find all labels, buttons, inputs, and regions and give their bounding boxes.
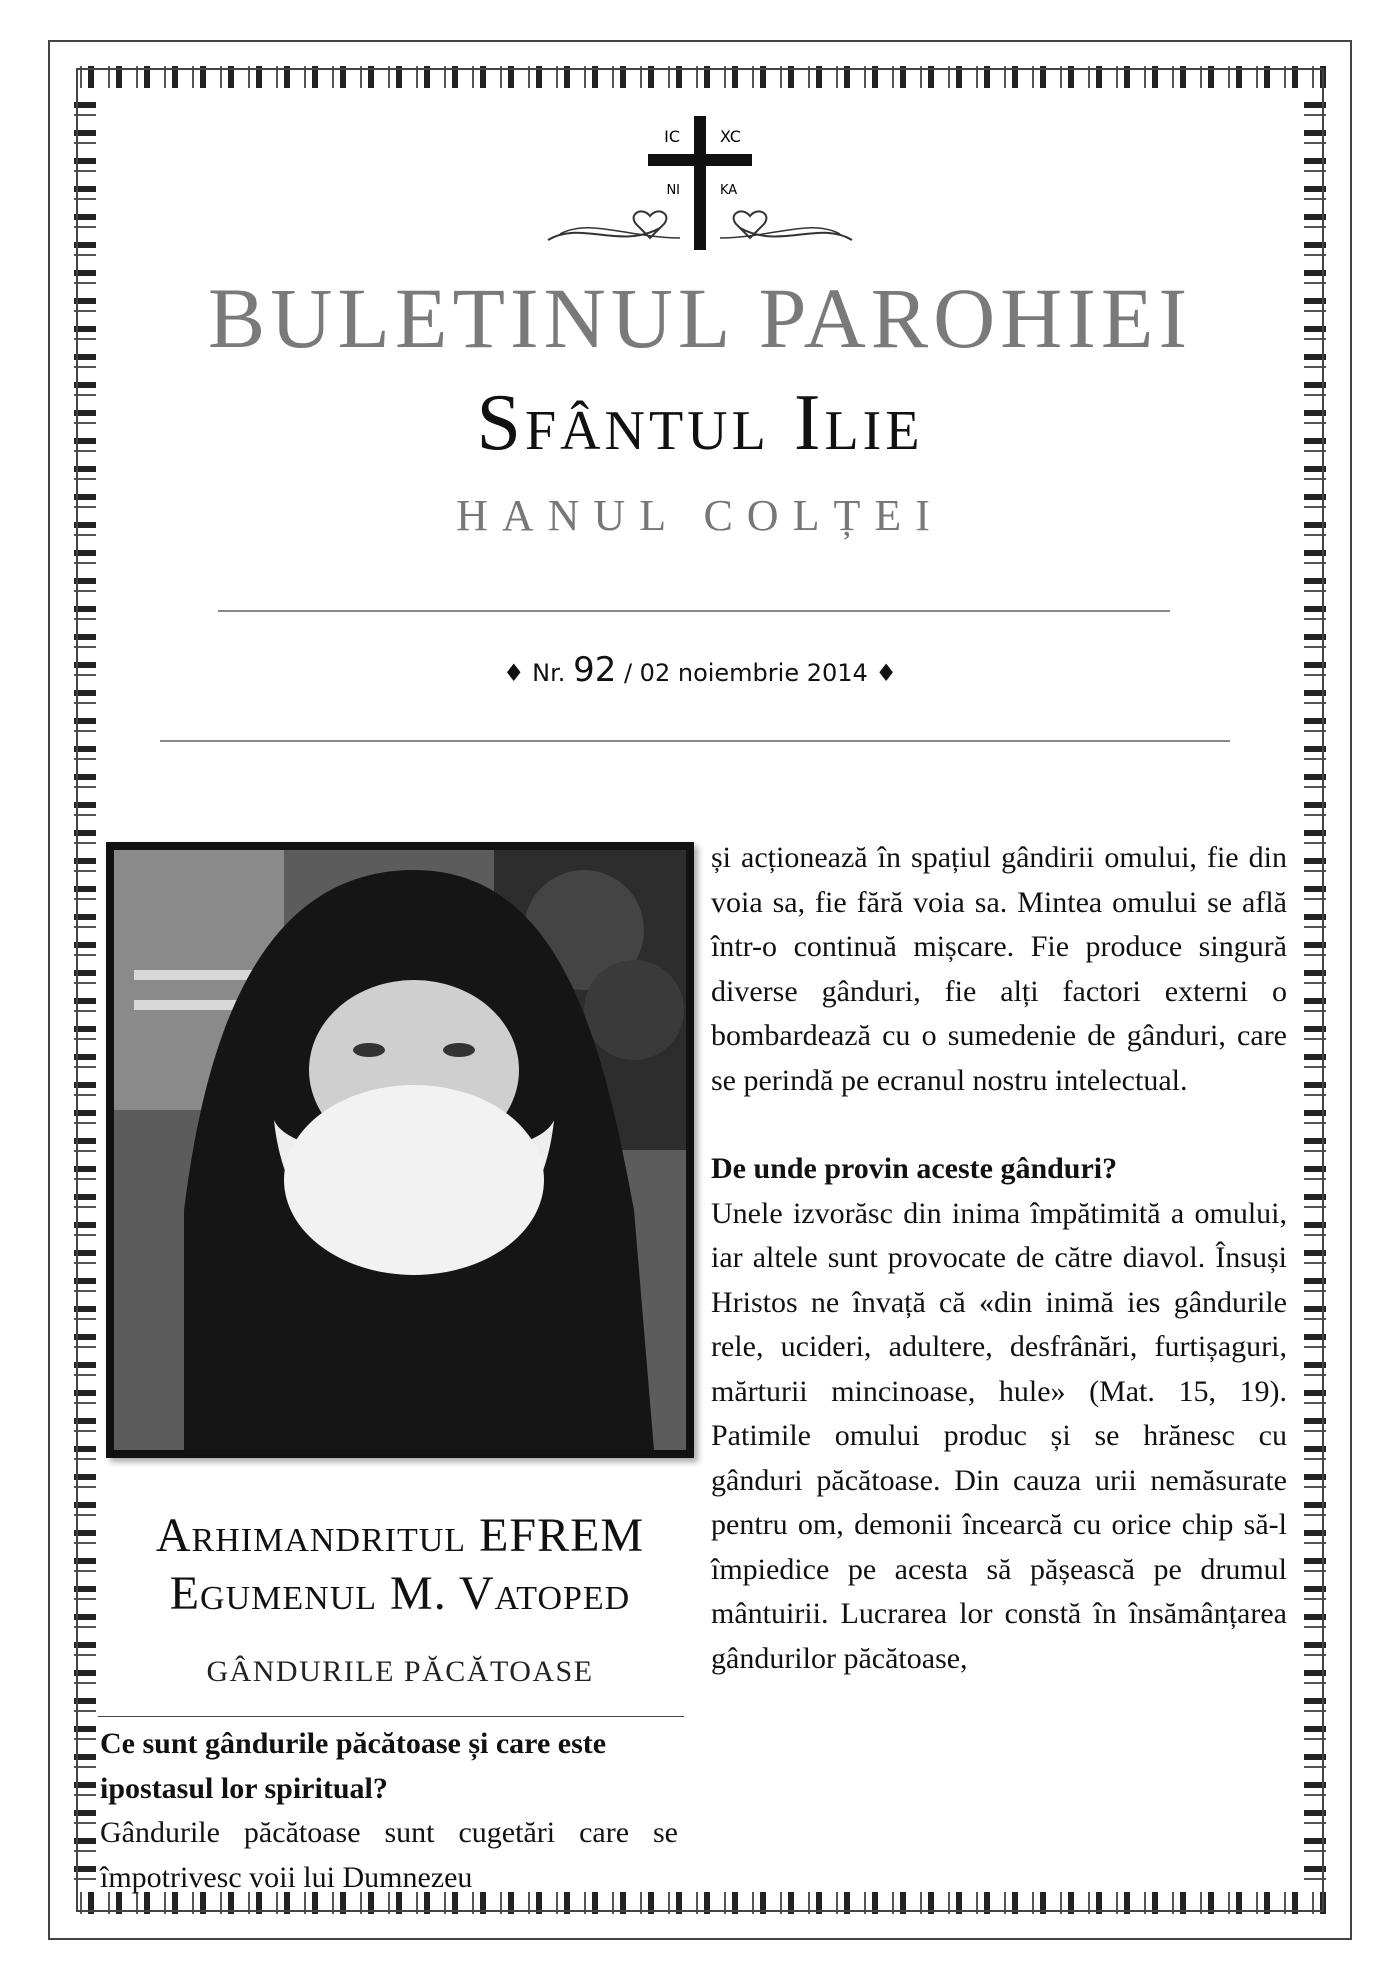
cross-emblem-icon <box>540 110 860 260</box>
issue-line <box>0 650 1400 690</box>
paragraph: Gândurile păcătoase sunt cugetări care se împotrivesc voii lui Dumnezeu <box>100 1816 678 1894</box>
divider-bottom <box>160 740 1230 742</box>
article-divider <box>98 1716 684 1717</box>
issue-prefix: ♦ Nr. <box>503 659 566 687</box>
author-title: Egumenul M. Vatoped <box>169 1567 631 1620</box>
paragraph-gap <box>711 1103 1287 1147</box>
issue-number: 92 <box>573 650 617 690</box>
author-portrait-image <box>114 850 686 1450</box>
divider-top <box>218 610 1170 612</box>
emblem-letters-ni: NI <box>666 183 680 198</box>
parish-name: Sfântul Ilie <box>476 379 924 467</box>
paragraph: Unele izvorăsc din inima împătimită a omului, iar altele sunt provocate de către diavol. Însuși Hristos ne învață că «din inimă ies gândurile rele, ucideri, adultere, desfrânări, furtișaguri, mărturii mincinoase, hule» (Mat. 15, 19). Patimile omului produc și se hrănesc cu gânduri păcătoase. Din cauza urii nemăsurate pentru om, demonii încearcă cu orice chip să-l împiedice pe acesta să pășească pe drumul mântuirii. Lucrarea lor constă în însămânțarea gândurilor păcătoase, <box>711 1196 1287 1675</box>
question-heading: De unde provin aceste gânduri? <box>711 1152 1118 1185</box>
question-heading: Ce sunt gândurile păcătoase și care este ipostasul lor spiritual? <box>100 1727 607 1805</box>
emblem-letters-ka: KA <box>720 183 738 198</box>
paragraph: și acționează în spațiul gândirii omului, fie din voia sa, fie fără voia sa. Mintea omului se află într-o continuă mișcare. Fie produce singură diverse gânduri, fie alți factori externi o bombardează cu o sumedenie de gânduri, care se perindă pe ecranul nostru intelectual. <box>711 841 1287 1097</box>
emblem-letters-ic: IC <box>664 127 680 146</box>
article-column-right <box>711 836 1287 1681</box>
author-name: Arhimandritul EFREM <box>155 1509 645 1562</box>
emblem-letters-xc: XC <box>720 127 741 146</box>
issue-date: / 02 noiembrie 2014 ♦ <box>623 659 897 687</box>
article-column-left <box>100 1722 678 1900</box>
author-photo <box>106 842 694 1458</box>
bulletin-title: BULETINUL PAROHIEI <box>207 270 1193 366</box>
parish-location: HANUL COLȚEI <box>456 491 944 540</box>
article-title: GÂNDURILE PĂCĂTOASE <box>206 1655 594 1688</box>
